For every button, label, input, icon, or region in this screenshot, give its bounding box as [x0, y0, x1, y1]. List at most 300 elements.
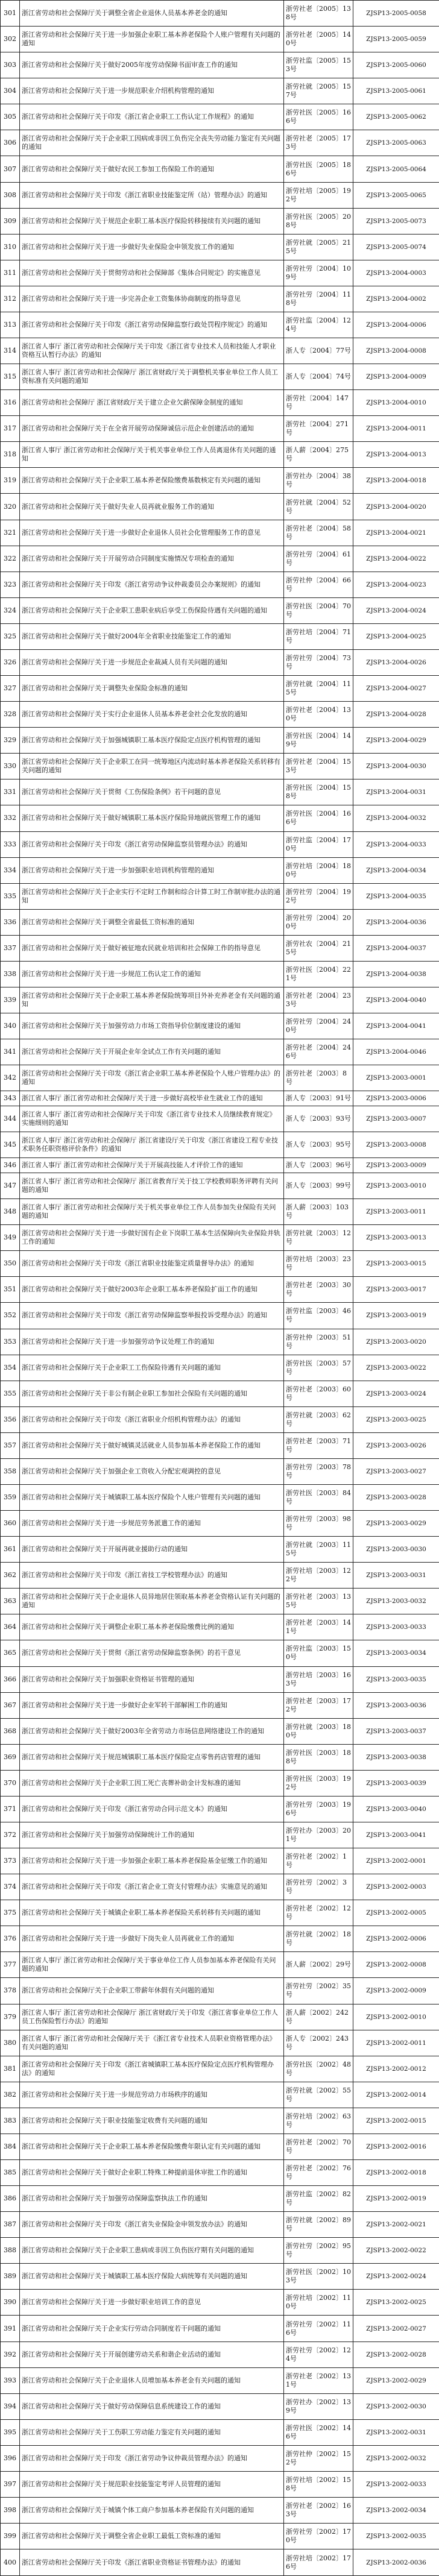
table-row [1, 390, 439, 416]
row-number: 331 [1, 779, 20, 805]
document-number: 浙劳社医〔2003〕84号 [284, 1484, 353, 1510]
document-title: 浙江省劳动和社会保障厅关于印发《浙江省劳动保障监察举报投诉受理办法》的通知 [20, 1303, 284, 1329]
table-row [1, 2393, 439, 2419]
row-number: 324 [1, 597, 20, 623]
document-number: 浙劳社老〔2002〕76号 [284, 2160, 353, 2186]
row-number: 330 [1, 754, 20, 779]
table-row [1, 1744, 439, 1770]
table-row [1, 909, 439, 935]
row-number: 362 [1, 1563, 20, 1589]
document-title: 浙江省劳动和社会保障厅关于进一步做好国有企业下岗职工基本生活保障向失业保险并轨工作的通知 [20, 1225, 284, 1251]
document-title: 浙江省人事厅 浙江省劳动和社会保障厅关于《浙江省专业技术人员职业资格管理办法》有关问题的通知 [20, 2030, 284, 2056]
document-title: 浙江省劳动和社会保障厅关于进一步做好职业培训工作的意见 [20, 2290, 284, 2316]
document-title: 浙江省劳动和社会保障厅关于做好农民工参加工伤保险工作的通知 [20, 156, 284, 182]
document-title: 浙江省人事厅 浙江省劳动和社会保障厅关于开展高技能人才评价工作的通知 [20, 1158, 284, 1173]
document-title: 浙江省劳动和社会保障厅关于做好企业职工特殊工种提前退休审批工作的通知 [20, 2160, 284, 2186]
document-title: 浙江省劳动和社会保障厅关于企业职工患职业病后享受工伤保险待遇有关问题的通知 [20, 597, 284, 623]
document-number: 浙劳社就〔2002〕55号 [284, 2082, 353, 2108]
row-number: 370 [1, 1770, 20, 1796]
document-number: 浙劳社老〔2004〕233号 [284, 987, 353, 1013]
table-row [1, 416, 439, 442]
document-number: 浙劳社老〔2005〕138号 [284, 1, 353, 27]
document-title: 浙江省劳动和社会保障厅关于进一步规范职业介绍机构管理的通知 [20, 78, 284, 104]
document-title: 浙江省劳动和社会保障厅 浙江省财政厅关于建立企业欠薪保障金制度的通知 [20, 390, 284, 416]
row-number: 303 [1, 52, 20, 78]
registration-code: ZJSP13-2004-0025 [353, 623, 439, 649]
document-number: 浙劳社老〔2004〕246号 [284, 1039, 353, 1065]
table-row [1, 1718, 439, 1744]
document-title: 浙江省劳动和社会保障厅关于规范城镇职工基本医疗保险定点零售药店管理的通知 [20, 1744, 284, 1770]
document-title: 浙江省劳动和社会保障厅关于进一步做好企业军转干部解困工作的通知 [20, 1692, 284, 1718]
document-title: 浙江省人事厅 浙江省劳动和社会保障厅关于机关事业单位工作人员离退休有关问题的通知 [20, 442, 284, 468]
document-title: 浙江省人事厅 浙江省劳动和社会保障厅 浙江省教育厅关于技工学校教师职务评聘有关问题的通知 [20, 1173, 284, 1199]
document-title: 浙江省劳动和社会保障厅关于在全省开展劳动保障诚信示范企业创建活动的通知 [20, 416, 284, 442]
document-number: 浙劳社培〔2003〕23号 [284, 1251, 353, 1277]
row-number: 381 [1, 2056, 20, 2082]
document-title: 浙江省劳动和社会保障厅关于城镇职工基本医疗保险大病统筹有关问题的通知 [20, 2264, 284, 2290]
document-title: 浙江省劳动和社会保障厅关于职业技能鉴定收费有关问题的通知 [20, 2108, 284, 2134]
document-number: 浙劳社劳〔2004〕109号 [284, 260, 353, 286]
document-number: 浙劳社劳〔2004〕73号 [284, 649, 353, 675]
row-number: 325 [1, 623, 20, 649]
table-row [1, 27, 439, 52]
registration-code: ZJSP13-2004-0029 [353, 728, 439, 754]
table-row [1, 1589, 439, 1614]
row-number: 393 [1, 2367, 20, 2393]
document-number: 浙劳社〔2004〕271号 [284, 416, 353, 442]
row-number: 329 [1, 728, 20, 754]
document-number: 浙人薪〔2002〕242号 [284, 2004, 353, 2030]
row-number: 390 [1, 2290, 20, 2316]
table-row [1, 857, 439, 883]
registration-code: ZJSP13-2004-0023 [353, 572, 439, 597]
document-number: 浙劳社监〔2005〕153号 [284, 52, 353, 78]
document-number: 浙劳社医〔2004〕149号 [284, 728, 353, 754]
registration-code: ZJSP13-2002-0029 [353, 2367, 439, 2393]
document-number: 浙劳社老〔2004〕130号 [284, 702, 353, 728]
table-row [1, 1277, 439, 1303]
document-number: 浙劳社培〔2003〕122号 [284, 1563, 353, 1589]
table-row [1, 2160, 439, 2186]
document-title: 浙江省劳动和社会保障厅关于企业退休人员异地居住领取基本养老金资格认证有关问题的通知 [20, 1589, 284, 1614]
registration-code: ZJSP13-2002-0021 [353, 2212, 439, 2238]
table-row [1, 182, 439, 208]
table-row [1, 78, 439, 104]
registration-code: ZJSP13-2003-0034 [353, 1640, 439, 1666]
row-number: 319 [1, 468, 20, 494]
table-row [1, 1614, 439, 1640]
registration-code: ZJSP13-2004-0035 [353, 883, 439, 909]
registration-code: ZJSP13-2002-0019 [353, 2186, 439, 2212]
registration-code: ZJSP13-2004-0041 [353, 1013, 439, 1039]
registration-code: ZJSP13-2003-0031 [353, 1563, 439, 1589]
table-row [1, 1039, 439, 1065]
document-number: 浙劳社劳〔2002〕35号 [284, 1978, 353, 2004]
registration-code: ZJSP13-2003-0039 [353, 1770, 439, 1796]
document-title: 浙江省劳动和社会保障厅关于印发《浙江省职业技能鉴定所（站）管理办法》的通知 [20, 182, 284, 208]
table-row [1, 338, 439, 364]
document-title: 浙江省人事厅 浙江省劳动和社会保障厅关于机关事业单位工作人员参加失业保险有关问题的通知 [20, 1199, 284, 1225]
registration-code: ZJSP13-2002-0010 [353, 2004, 439, 2030]
table-row [1, 1355, 439, 1381]
document-number: 浙劳社培〔2003〕163号 [284, 1666, 353, 1692]
document-title: 浙江省劳动和社会保障厅关于企业职工基本养老保险缴费基数核定有关问题的通知 [20, 468, 284, 494]
table-row [1, 2341, 439, 2367]
table-row [1, 831, 439, 857]
document-title: 浙江省劳动和社会保障厅关于开展劳动合同制度实施情况专项检查的通知 [20, 546, 284, 572]
registration-code: ZJSP13-2002-0033 [353, 2471, 439, 2497]
registration-code: ZJSP13-2005-0061 [353, 78, 439, 104]
document-title: 浙江省劳动和社会保障厅关于企业职工工伤保险待遇有关问题的通知 [20, 1355, 284, 1381]
document-title: 浙江省劳动和社会保障厅关于进一步加强职业培训机构管理的通知 [20, 857, 284, 883]
row-number: 333 [1, 831, 20, 857]
registration-code: ZJSP13-2003-0001 [353, 1065, 439, 1091]
table-row [1, 468, 439, 494]
registration-code: ZJSP13-2004-0008 [353, 338, 439, 364]
registration-code: ZJSP13-2005-0064 [353, 156, 439, 182]
table-row [1, 2134, 439, 2159]
registration-code: ZJSP13-2004-0040 [353, 987, 439, 1013]
document-title: 浙江省劳动和社会保障厅关于调整失业保险金标准的通知 [20, 676, 284, 702]
registration-code: ZJSP13-2004-0009 [353, 364, 439, 390]
document-number: 浙劳社培〔2002〕63号 [284, 2108, 353, 2134]
row-number: 312 [1, 286, 20, 312]
registration-code: ZJSP13-2003-0007 [353, 1106, 439, 1132]
table-row [1, 1173, 439, 1199]
document-title: 浙江省劳动和社会保障厅关于进一步做好失业保险金申领发放工作的通知 [20, 234, 284, 260]
registration-code: ZJSP13-2004-0026 [353, 649, 439, 675]
document-number: 浙劳社培〔2005〕192号 [284, 182, 353, 208]
document-title: 浙江省劳动和社会保障厅关于做好失业人员再就业服务工作的通知 [20, 494, 284, 520]
row-number: 398 [1, 2498, 20, 2524]
table-row [1, 2498, 439, 2524]
row-number: 306 [1, 130, 20, 156]
row-number: 364 [1, 1614, 20, 1640]
table-row [1, 1132, 439, 1158]
registration-code: ZJSP13-2003-0037 [353, 1718, 439, 1744]
document-number: 浙劳社培〔2002〕176号 [284, 2549, 353, 2576]
row-number: 304 [1, 78, 20, 104]
registration-code: ZJSP13-2004-0027 [353, 676, 439, 702]
document-number: 浙劳社老〔2003〕172号 [284, 1692, 353, 1718]
registration-code: ZJSP13-2002-0022 [353, 2238, 439, 2264]
registration-code: ZJSP13-2004-0006 [353, 312, 439, 338]
document-number: 浙劳社就〔2004〕115号 [284, 676, 353, 702]
document-title: 浙江省劳动和社会保障厅关于规范职业技能鉴定考评人员管理的通知 [20, 2471, 284, 2497]
row-number: 322 [1, 546, 20, 572]
registration-code: ZJSP13-2004-0022 [353, 546, 439, 572]
registration-code: ZJSP13-2002-0005 [353, 1900, 439, 1926]
table-row [1, 52, 439, 78]
table-row [1, 156, 439, 182]
document-title: 浙江省劳动和社会保障厅关于印发《浙江省劳动争议仲裁员管理办法》的通知 [20, 2445, 284, 2471]
row-number: 367 [1, 1692, 20, 1718]
document-title: 浙江省劳动和社会保障厅关于做好城镇灵活就业人员参加基本养老保险工作的通知 [20, 1432, 284, 1458]
registration-code: ZJSP13-2005-0062 [353, 104, 439, 130]
row-number: 338 [1, 961, 20, 987]
row-number: 327 [1, 676, 20, 702]
document-number: 浙劳社老〔2002〕163号 [284, 2498, 353, 2524]
document-title: 浙江省人事厅 浙江省劳动和社会保障厅 浙江省财政厅关于印发《浙江省事业单位工作人员工伤保险暂行办法》的通知 [20, 2004, 284, 2030]
row-number: 352 [1, 1303, 20, 1329]
table-row [1, 1537, 439, 1563]
registration-code: ZJSP13-2002-0027 [353, 2316, 439, 2341]
document-title: 浙江省人事厅 浙江省劳动和社会保障厅关于事业单位工作人员参加基本养老保险有关问题的通知 [20, 1952, 284, 1978]
document-number: 浙劳社就〔2003〕12号 [284, 1225, 353, 1251]
registration-code: ZJSP13-2003-0024 [353, 1381, 439, 1406]
table-row [1, 1640, 439, 1666]
registration-code: ZJSP13-2005-0059 [353, 27, 439, 52]
table-row [1, 1666, 439, 1692]
document-title: 浙江省劳动和社会保障厅关于城镇企业职工基本养老保险关系转移有关问题的通知 [20, 1900, 284, 1926]
document-title: 浙江省劳动和社会保障厅关于规范企业职工基本医疗保险转移接续有关问题的通知 [20, 208, 284, 234]
document-title: 浙江省劳动和社会保障厅关于做好2004年全省职业技能鉴定工作的通知 [20, 623, 284, 649]
row-number: 366 [1, 1666, 20, 1692]
document-title: 浙江省劳动和社会保障厅关于调整全省企业职工最低工资标准的通知 [20, 2524, 284, 2549]
document-number: 浙劳社劳〔2002〕116号 [284, 2316, 353, 2341]
document-number: 浙人专〔2004〕74号 [284, 364, 353, 390]
document-number: 浙劳社医〔2004〕221号 [284, 961, 353, 987]
row-number: 388 [1, 2238, 20, 2264]
row-number: 334 [1, 857, 20, 883]
table-row [1, 2471, 439, 2497]
document-number: 浙劳社〔2004〕147号 [284, 390, 353, 416]
registration-code: ZJSP13-2005-0074 [353, 234, 439, 260]
row-number: 310 [1, 234, 20, 260]
table-row [1, 1692, 439, 1718]
registration-code: ZJSP13-2003-0017 [353, 1277, 439, 1303]
row-number: 316 [1, 390, 20, 416]
document-number: 浙人专〔2004〕77号 [284, 338, 353, 364]
table-row [1, 1, 439, 27]
document-title: 浙江省劳动和社会保障厅关于加强劳动力市场工资指导价位制度建设的通知 [20, 1013, 284, 1039]
document-title: 浙江省劳动和社会保障厅关于进一步规范企业裁减人员有关问题的通知 [20, 649, 284, 675]
registration-code: ZJSP13-2003-0028 [353, 1484, 439, 1510]
document-number: 浙人专〔2002〕243号 [284, 2030, 353, 2056]
registration-code: ZJSP13-2004-0024 [353, 597, 439, 623]
registration-code: ZJSP13-2004-0018 [353, 468, 439, 494]
row-number: 359 [1, 1484, 20, 1510]
row-number: 384 [1, 2134, 20, 2159]
document-title: 浙江省劳动和社会保障厅关于进一步加强企业职工基本养老保险个人账户管理有关问题的通知 [20, 27, 284, 52]
table-row [1, 2030, 439, 2056]
document-title: 浙江省劳动和社会保障厅关于城镇个体工商户参加基本养老保险有关问题的通知 [20, 2498, 284, 2524]
document-number: 浙劳社培〔2002〕110号 [284, 2290, 353, 2316]
document-number: 浙劳社监〔2004〕124号 [284, 312, 353, 338]
registration-code: ZJSP13-2003-0029 [353, 1511, 439, 1537]
registration-code: ZJSP13-2003-0026 [353, 1432, 439, 1458]
row-number: 346 [1, 1158, 20, 1173]
registration-code: ZJSP13-2002-0008 [353, 1952, 439, 1978]
document-number: 浙劳社医〔2003〕188号 [284, 1744, 353, 1770]
document-title: 浙江省劳动和社会保障厅关于加强劳动保障统计工作的通知 [20, 1822, 284, 1848]
table-row [1, 1848, 439, 1874]
document-number: 浙劳社医〔2004〕70号 [284, 597, 353, 623]
row-number: 307 [1, 156, 20, 182]
row-number: 341 [1, 1039, 20, 1065]
registration-code: ZJSP13-2003-0040 [353, 1796, 439, 1822]
table-body [1, 1, 439, 2576]
registration-code: ZJSP13-2005-0063 [353, 130, 439, 156]
document-title: 浙江省劳动和社会保障厅关于做好2003年全省劳动力市场信息网络建设工作的通知 [20, 1718, 284, 1744]
table-row [1, 546, 439, 572]
table-row [1, 961, 439, 987]
row-number: 345 [1, 1132, 20, 1158]
row-number: 396 [1, 2445, 20, 2471]
document-title: 浙江省劳动和社会保障厅关于企业职工基本养老保险缴费年限认定有关问题的通知 [20, 2134, 284, 2159]
row-number: 332 [1, 805, 20, 831]
row-number: 323 [1, 572, 20, 597]
document-title: 浙江省人事厅 浙江省劳动和社会保障厅关于印发《浙江省专业技术人员继续教育规定》实施细则的通知 [20, 1106, 284, 1132]
registration-code: ZJSP13-2002-0024 [353, 2264, 439, 2290]
table-row [1, 520, 439, 546]
document-title: 浙江省劳动和社会保障厅关于企业职工患病或非因工负伤医疗期有关问题的通知 [20, 2238, 284, 2264]
table-row [1, 104, 439, 130]
document-number: 浙劳社就〔2002〕89号 [284, 2212, 353, 2238]
table-row [1, 1225, 439, 1251]
row-number: 344 [1, 1106, 20, 1132]
registration-code: ZJSP13-2003-0020 [353, 1329, 439, 1355]
table-row [1, 2082, 439, 2108]
document-number: 浙劳社劳〔2004〕240号 [284, 1013, 353, 1039]
document-title: 浙江省劳动和社会保障厅关于印发《浙江省职业技能鉴定质量督导办法》的通知 [20, 1251, 284, 1277]
registration-code: ZJSP13-2002-0001 [353, 1848, 439, 1874]
table-row [1, 935, 439, 961]
document-number: 浙劳社劳〔2004〕192号 [284, 883, 353, 909]
document-number: 浙劳社监〔2002〕82号 [284, 2186, 353, 2212]
registration-code: ZJSP13-2002-0009 [353, 1978, 439, 2004]
row-number: 380 [1, 2030, 20, 2056]
document-title: 浙江省劳动和社会保障厅关于企业职工带薪年休假有关问题的通知 [20, 1978, 284, 2004]
document-number: 浙劳社老〔2003〕135号 [284, 1589, 353, 1614]
table-row [1, 1900, 439, 1926]
registration-code: ZJSP13-2003-0008 [353, 1132, 439, 1158]
registration-code: ZJSP13-2002-0035 [353, 2524, 439, 2549]
table-row [1, 1091, 439, 1106]
row-number: 337 [1, 935, 20, 961]
document-number: 浙劳社培〔2004〕71号 [284, 623, 353, 649]
document-title: 浙江省劳动和社会保障厅关于印发《浙江省技工学校管理办法》的通知 [20, 1563, 284, 1589]
row-number: 339 [1, 987, 20, 1013]
table-row [1, 364, 439, 390]
table-row [1, 1770, 439, 1796]
registration-code: ZJSP13-2004-0011 [353, 416, 439, 442]
document-number: 浙劳社就〔2005〕157号 [284, 78, 353, 104]
document-title: 浙江省劳动和社会保障厅关于印发《浙江省劳动争议仲裁委员会办案规则》的通知 [20, 572, 284, 597]
table-row [1, 130, 439, 156]
document-number: 浙劳社老〔2004〕58号 [284, 520, 353, 546]
document-number: 浙劳社培〔2002〕158号 [284, 2471, 353, 2497]
row-number: 309 [1, 208, 20, 234]
registration-code: ZJSP13-2003-0025 [353, 1406, 439, 1432]
row-number: 340 [1, 1013, 20, 1039]
document-number: 浙劳社医〔2002〕146号 [284, 2419, 353, 2445]
document-title: 浙江省劳动和社会保障厅关于开展创建劳动关系和谐企业活动的通知 [20, 2341, 284, 2367]
registration-code: ZJSP13-2004-0028 [353, 702, 439, 728]
document-number: 浙劳社办〔2004〕38号 [284, 468, 353, 494]
registration-code: ZJSP13-2002-0031 [353, 2419, 439, 2445]
registration-code: ZJSP13-2003-0033 [353, 1614, 439, 1640]
registration-code: ZJSP13-2002-0032 [353, 2445, 439, 2471]
document-title: 浙江省劳动和社会保障厅关于调整全省最低工资标准的通知 [20, 909, 284, 935]
document-title: 浙江省人事厅 浙江省劳动和社会保障厅关于印发《浙江省专业技术人员和技能人才职业资格互认暂行办法》的通知 [20, 338, 284, 364]
registration-code: ZJSP13-2002-0014 [353, 2082, 439, 2108]
document-number: 浙劳社医〔2005〕186号 [284, 156, 353, 182]
document-number: 浙劳社医〔2005〕208号 [284, 208, 353, 234]
table-row [1, 208, 439, 234]
document-title: 浙江省劳动和社会保障厅关于进一步加强企业职工基本养老保险基金征缴工作的通知 [20, 1848, 284, 1874]
document-number: 浙劳社医〔2005〕166号 [284, 104, 353, 130]
row-number: 351 [1, 1277, 20, 1303]
row-number: 305 [1, 104, 20, 130]
document-title: 浙江省劳动和社会保障厅关于非公有制企业职工参加社会保险有关问题的通知 [20, 1381, 284, 1406]
row-number: 308 [1, 182, 20, 208]
row-number: 383 [1, 2108, 20, 2134]
document-number: 浙劳社劳〔2004〕118号 [284, 286, 353, 312]
registration-code: ZJSP13-2003-0011 [353, 1199, 439, 1225]
table-row [1, 649, 439, 675]
table-row [1, 2108, 439, 2134]
document-title: 浙江省劳动和社会保障厅关于加强劳动保障监察执法工作的通知 [20, 2186, 284, 2212]
row-number: 391 [1, 2316, 20, 2341]
table-row [1, 987, 439, 1013]
row-number: 321 [1, 520, 20, 546]
row-number: 313 [1, 312, 20, 338]
table-row [1, 1484, 439, 1510]
row-number: 357 [1, 1432, 20, 1458]
document-title: 浙江省劳动和社会保障厅关于企业职工因工死亡丧葬补助金计发标准的通知 [20, 1770, 284, 1796]
document-number: 浙劳社仲〔2003〕51号 [284, 1329, 353, 1355]
table-row [1, 805, 439, 831]
table-row [1, 1065, 439, 1091]
document-title: 浙江省劳动和社会保障厅关于调整全省企业退休人员基本养老金的通知 [20, 1, 284, 27]
document-title: 浙江省劳动和社会保障厅关于印发《浙江省企业工资支付管理办法》实施意见的通知 [20, 1874, 284, 1900]
document-title: 浙江省劳动和社会保障厅关于印发《浙江省劳动保障监察行政处罚程序规定》的通知 [20, 312, 284, 338]
row-number: 385 [1, 2160, 20, 2186]
row-number: 375 [1, 1900, 20, 1926]
table-row [1, 442, 439, 468]
row-number: 348 [1, 1199, 20, 1225]
document-title: 浙江省劳动和社会保障厅关于进一步规范劳务派遣工作的通知 [20, 1511, 284, 1537]
row-number: 343 [1, 1091, 20, 1106]
document-title: 浙江省劳动和社会保障厅关于贯彻《工伤保险条例》若干问题的意见 [20, 779, 284, 805]
row-number: 328 [1, 702, 20, 728]
registration-code: ZJSP13-2002-0034 [353, 2498, 439, 2524]
table-row [1, 702, 439, 728]
registration-code: ZJSP13-2005-0058 [353, 1, 439, 27]
table-row [1, 2056, 439, 2082]
document-number: 浙劳社医〔2004〕166号 [284, 805, 353, 831]
registration-code: ZJSP13-2003-0035 [353, 1666, 439, 1692]
registration-code: ZJSP13-2002-0028 [353, 2341, 439, 2367]
registration-code: ZJSP13-2003-0041 [353, 1822, 439, 1848]
document-number: 浙劳社劳〔2004〕61号 [284, 546, 353, 572]
document-title: 浙江省劳动和社会保障厅关于企业退休人员增加基本养老金有关问题的通知 [20, 2367, 284, 2393]
document-number: 浙劳社老〔2005〕140号 [284, 27, 353, 52]
registration-code: ZJSP13-2003-0036 [353, 1692, 439, 1718]
registration-code: ZJSP13-2004-0030 [353, 754, 439, 779]
document-number: 浙劳社就〔2004〕52号 [284, 494, 353, 520]
row-number: 318 [1, 442, 20, 468]
table-row [1, 1563, 439, 1589]
document-number: 浙劳社医〔2002〕103号 [284, 2264, 353, 2290]
table-row [1, 597, 439, 623]
table-row [1, 1796, 439, 1822]
document-title: 浙江省劳动和社会保障厅关于做好被征地农民就业培训和社会保障工作的指导意见 [20, 935, 284, 961]
row-number: 387 [1, 2212, 20, 2238]
document-title: 浙江省劳动和社会保障厅关于贯彻《浙江省劳动保障监察条例》的若干意见 [20, 1640, 284, 1666]
registration-code: ZJSP13-2005-0073 [353, 208, 439, 234]
